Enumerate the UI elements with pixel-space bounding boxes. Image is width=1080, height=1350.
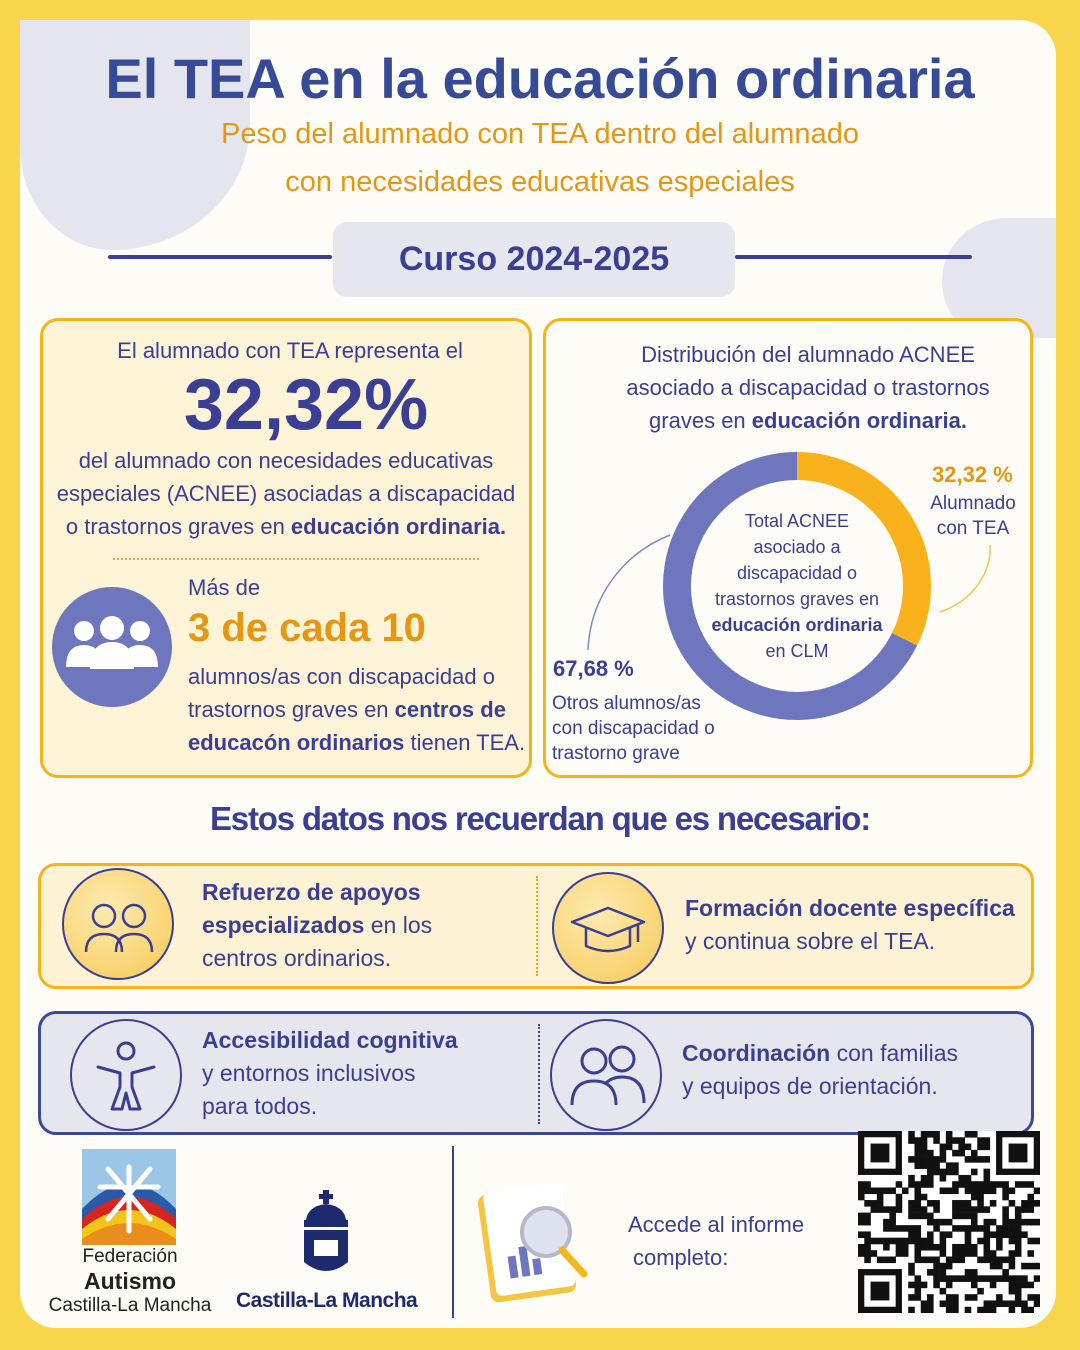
other-label-line1: Otros alumnos/as [552,693,701,714]
row2-divider [538,1024,540,1124]
federacion-logo-icon [82,1149,176,1245]
federacion-line1: Federación [82,1246,178,1267]
right-title-line3-a: graves en [649,408,752,433]
row1-divider [536,876,538,976]
accessibility-text [202,1024,458,1123]
accessibility-text-line2: y entornos inclusivos [202,1060,416,1086]
accessibility-icon-circle [70,1019,182,1131]
access-report-text [628,1208,804,1274]
ratio-desc-line3-bold: educacón ordinarios [188,730,405,755]
subtitle-line1: Peso del alumnado con TEA dentro del alumnado [221,118,859,150]
right-title-line3-bold: educación ordinaria. [751,408,967,433]
support-text-line2-rest: en los [364,912,433,938]
federacion-logo [82,1149,176,1245]
tea-percent-label: 32,32 % [932,462,1013,487]
footer-divider [452,1146,454,1318]
course-badge: Curso 2024-2025 [333,222,735,297]
qr-code-image [858,1131,1040,1313]
graduation-cap-icon [554,874,662,982]
report-illustration [476,1176,596,1306]
qr-code[interactable] [858,1131,1040,1313]
support-icon-circle [62,868,174,980]
coordination-text-bold: Coordinación [682,1040,831,1066]
other-percent-label: 67,68 % [553,656,634,681]
training-text-line1: Formación docente específica [685,895,1015,921]
left-desc-line2: especiales (ACNEE) asociadas a discapacidad [56,481,516,506]
accessibility-text-line1: Accesibilidad cognitiva [202,1027,458,1053]
page-title: El TEA en la educación ordinaria [105,47,975,110]
federacion-text [30,1246,230,1317]
subtitle-line2: con necesidades educativas especiales [285,166,795,198]
mas-de: Más de [188,575,261,600]
right-title-line2: asociado a discapacidad o trastornos [626,375,990,400]
support-text-line2-bold: especializados [202,912,365,938]
other-label [552,691,715,766]
report-magnifier-icon [476,1176,596,1306]
left-desc-line3-a: o trastornos graves en [65,514,291,539]
donut-center-line1: Total ACNEE [744,511,850,531]
federacion-line3: Castilla-La Mancha [48,1295,212,1316]
federacion-line2: Autismo [84,1268,176,1294]
ratio-desc-line2-bold: centros de [394,697,506,722]
clm-logo [298,1190,354,1282]
big-percent: 32,32% [183,365,429,445]
tea-label [918,491,1028,541]
support-text-line1: Refuerzo de apoyos [202,879,421,905]
training-text [685,892,1015,958]
access-line1: Accede al informe [628,1212,805,1237]
coordination-text-line2: y equipos de orientación. [682,1073,938,1099]
coordination-text-line1-rest: con familias [830,1040,959,1066]
ratio-desc-line1: alumnos/as con discapacidad o [188,664,495,689]
training-text-line2: y continua sobre el TEA. [685,928,936,954]
clm-text: Castilla-La Mancha [236,1289,418,1312]
ratio: 3 de cada 10 [188,606,426,650]
left-desc-line1: del alumnado con necesidades educativas [78,448,494,473]
tea-label-line2: con TEA [936,518,1010,539]
support-text [202,876,432,975]
reminder-heading: Estos datos nos recuerdan que es necesario: [210,800,870,837]
people-icon [64,870,172,978]
left-desc-line3-bold: educación ordinaria. [290,514,507,539]
donut-center-line2: asociado a [753,537,841,557]
coordination-icon-circle [550,1019,662,1131]
accessibility-icon [72,1021,180,1129]
access-line2: completo: [633,1245,729,1270]
group-icon [552,1021,660,1129]
right-title-line1: Distribución del alumnado ACNEE [641,342,975,367]
accessibility-text-line3: para todos. [202,1093,318,1119]
support-text-line3: centros ordinarios. [202,945,392,971]
other-label-line2: con discapacidad o [552,718,715,739]
donut-center-line3: discapacidad o [736,563,858,583]
ratio-desc-line2-a: trastornos graves en [188,697,395,722]
training-icon-circle [552,872,664,984]
crown-shield-icon [298,1190,354,1282]
other-label-line3: trastorno grave [552,743,680,764]
left-intro: El alumnado con TEA representa el [117,338,463,363]
coordination-text [682,1037,958,1103]
donut-center-line4: trastornos graves en [714,589,880,609]
donut-center-line6: en CLM [765,641,829,661]
tea-label-line1: Alumnado [930,493,1016,514]
ratio-desc-line3-b: tienen TEA. [404,730,526,755]
donut-center-line5: educación ordinaria [711,615,883,635]
